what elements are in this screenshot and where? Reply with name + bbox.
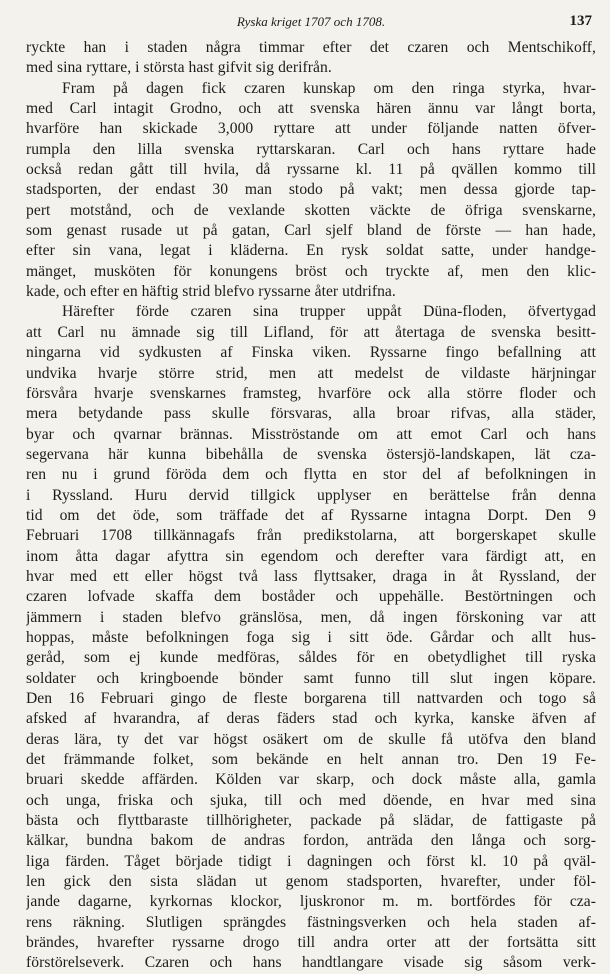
text-line: kälkar, bundna bakom de andras fordon, anträda den långa och sorg-: [26, 832, 596, 850]
text-line: inom åtta dagar afyttra sin egendom och derefter vara färdigt att, en: [26, 547, 596, 565]
text-line: hoppas, måste befolkningen foga sig i sitt öde. Gårdar och allt hus-: [26, 628, 596, 646]
text-line: soldater och kringboende bönder samt funno till slut ingen köpare.: [26, 669, 596, 687]
text-line: byar och qvarnar brännas. Misströstande om att emot Carl och hans: [26, 425, 596, 443]
text-line: pert motstånd, och de vexlande skotten väckte de öfriga svenskarne,: [26, 201, 596, 219]
text-line: deras lära, ty det var högst osäkert om de skulle få utöfva den bland: [26, 730, 596, 748]
text-line: att Carl nu ämnade sig till Lifland, för att återtaga de svenska besitt-: [26, 323, 596, 341]
text-line: efter sin vana, legat i kläderna. En rysk soldat satte, under handge-: [26, 242, 596, 260]
text-line: hvar med ett eller högst två lass flyttsaker, draga in åt Ryssland, der: [26, 567, 596, 585]
text-line: i Ryssland. Huru dervid tillgick upplyser en berättelse från denna: [26, 486, 596, 504]
text-line: bruari skedde affärden. Kölden var skarp, och dock måste alla, gamla: [26, 771, 596, 789]
running-title: Ryska kriget 1707 och 1708.: [236, 14, 386, 29]
text-line: tid om det öde, som träffade det af Ryssarne intagna Dorpt. Den 9: [26, 506, 596, 524]
text-line: också redan gått till hvila, då ryssarne kl. 11 på qvällen kommo till: [26, 161, 596, 179]
text-line: undvika hvarje större strid, men att medelst de vildaste härjningar: [26, 364, 596, 382]
text-line: hvarföre han skickade 3,000 ryttare att under följande natten öfver-: [26, 120, 596, 138]
text-line: liga färden. Tåget började tidigt i dagningen och först kl. 10 på qväl-: [26, 852, 596, 870]
page-number: 137: [569, 13, 592, 29]
text-line: Den 16 Februari gingo de fleste borgarena till nattvarden och togo så: [26, 690, 596, 707]
text-line: Härefter förde czaren sina trupper uppåt Düna-floden, öfvertygad: [62, 303, 596, 321]
text-line: geråd, som ej kunde medföras, såldes för en obetydlighet till ryska: [26, 649, 596, 667]
text-line: czaren lofvade skaffa dem boståder och uppehälle. Bestörtningen och: [26, 588, 596, 606]
paragraph: [26, 38, 596, 79]
text-line: bästa och flyttbaraste tillhörigheter, packade på slädar, de fattigaste på: [26, 812, 596, 830]
running-head: [26, 12, 596, 34]
text-line: ningarna vid sydkusten af Finska viken. Ryssarne fingo befallning att: [26, 344, 596, 362]
text-line: ren nu i grund föröda dem och flytta en stor del af befolkningen in: [26, 466, 596, 484]
text-line: Fram på dagen fick czaren kunskap om den ringa styrka, hvar-: [62, 79, 596, 97]
paragraph: [26, 79, 596, 303]
text-line: Februari 1708 tillkännagafs från predikstolarna, att borgerskapet skulle: [26, 527, 596, 545]
text-line: jande dagarne, kyrkornas klockor, ljuskronor m. m. bortfördes för cza-: [26, 893, 596, 911]
text-line: förstörelseverk. Czaren och hans handtlangare visade sig såsom verk-: [26, 954, 596, 972]
text-line: rens räkning. Slutligen sprängdes fästningsverken och hela staden af-: [26, 913, 596, 931]
text-line: segervana här kunna bibehålla de svenska östersjö-landskapen, lät cza-: [26, 445, 596, 463]
text-line: med sina ryttare, i största hast gifvit sig derifrån.: [26, 59, 332, 77]
text-line: afsked af hvarandra, af deras fäders stad och kyrka, kanske äfven af: [26, 710, 596, 728]
text-line: brändes, hvarefter ryssarne drogo till andra orter att der fortsätta sitt: [26, 934, 596, 952]
text-line: len gick den sista slädan ut genom stadsporten, hvarefter, under föl-: [26, 873, 596, 891]
text-line: stadsporten, der endast 30 man stodo på vakt; men dessa gjorde tap-: [26, 181, 596, 199]
text-line: med Carl intagit Grodno, och att svenska hären ännu var långt borta,: [26, 100, 596, 118]
text-line: ryckte han i staden några timmar efter det czaren och Mentschikoff,: [26, 39, 596, 56]
text-line: jämmern i staden blefvo gränslösa, men, då ingen förskoning var att: [26, 608, 596, 626]
paragraph: [26, 302, 596, 973]
text-line: mänget, musköten för konungens bröst och tryckte af, men den klic-: [26, 262, 596, 280]
text-line: kade, och efter en häftig strid blefvo ryssarne åter utdrifna.: [26, 283, 396, 301]
text-line: som genast rusade ut på gatan, Carl sjelf bland de förste — han hade,: [26, 222, 596, 240]
text-line: det främmande folket, som bekände en helt annan tro. Den 19 Fe-: [26, 751, 596, 769]
text-line: rumpla den lilla svenska ryttarskaran. Carl och hans ryttare hade: [26, 140, 596, 158]
text-line: försvåra hvarje svenskarnes framsteg, hvarföre ock alla större floder och: [26, 384, 596, 402]
body-text: [26, 38, 596, 974]
text-line: mera betydande pass skulle försvaras, alla broar rifvas, alla städer,: [26, 405, 596, 423]
text-line: och unga, friska och sjuka, till och med döende, en hvar med sina: [26, 791, 596, 809]
